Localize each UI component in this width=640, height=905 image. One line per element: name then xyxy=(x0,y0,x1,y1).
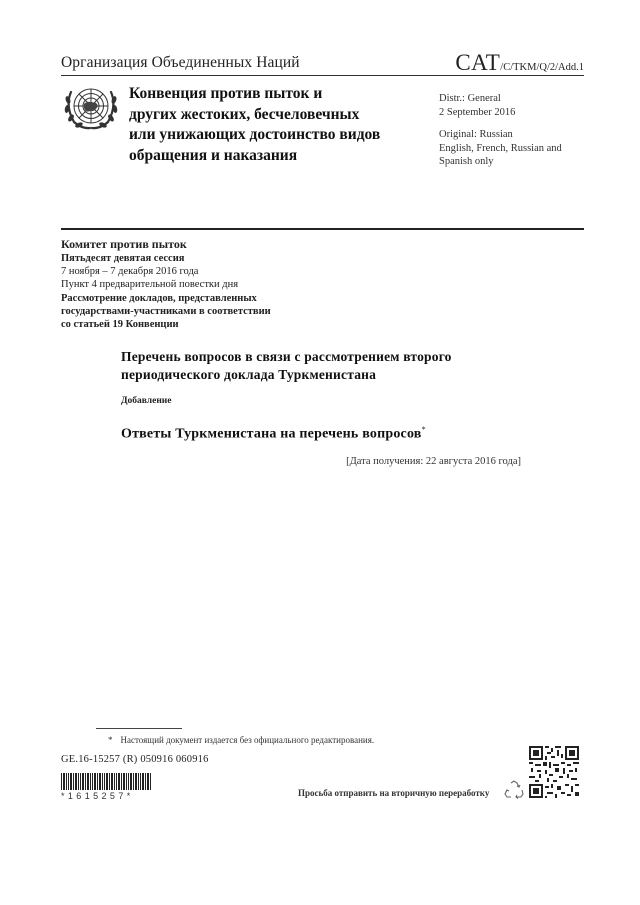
recycle-text: Просьба отправить на вторичную переработку xyxy=(298,788,490,798)
session: Пятьдесят девятая сессия xyxy=(61,253,185,264)
languages-line: English, French, Russian and xyxy=(439,142,562,154)
received-date: [Дата получения: 22 августа 2016 года] xyxy=(346,456,521,467)
symbol-suffix: /C/TKM/Q/2/Add.1 xyxy=(500,62,584,73)
committee-title: Комитет против пыток xyxy=(61,237,187,251)
committee-block xyxy=(61,237,271,331)
footnote xyxy=(108,735,374,745)
addendum-label: Добавление xyxy=(121,396,172,406)
footnote-text: Настоящий документ издается без официального редактирования. xyxy=(120,735,375,745)
footnote-mark: * xyxy=(108,735,113,745)
distr-date: 2 September 2016 xyxy=(439,106,516,118)
convention-title-line: или унижающих достоинство видов xyxy=(129,126,381,143)
barcode-number: *1615257* xyxy=(61,791,134,801)
languages-line: Spanish only xyxy=(439,156,494,167)
un-emblem-icon xyxy=(62,82,120,132)
document-title-line: периодического доклада Туркменистана xyxy=(121,367,377,382)
footnote-rule xyxy=(96,728,182,729)
session-dates: 7 ноября – 7 декабря 2016 года xyxy=(61,266,199,278)
recycle-icon xyxy=(503,780,525,800)
convention-title xyxy=(129,84,380,166)
agenda-item: Пункт 4 предварительной повестки дня xyxy=(61,279,239,291)
agenda-title-line: со статьей 19 Конвенции xyxy=(61,319,179,331)
agenda-title-line: Рассмотрение докладов, представленных xyxy=(61,292,257,304)
document-subtitle xyxy=(121,425,426,443)
section-rule xyxy=(61,228,584,230)
convention-title-line: обращения и наказания xyxy=(129,146,298,164)
organization-name: Организация Объединенных Наций xyxy=(61,54,300,71)
qr-code-icon xyxy=(529,746,579,798)
document-title xyxy=(121,348,452,384)
symbol-main: CAT xyxy=(455,50,501,75)
document-symbol xyxy=(455,50,584,76)
convention-title-line: других жестоких, бесчеловечных xyxy=(129,105,360,123)
footnote-marker[interactable]: * xyxy=(421,425,426,434)
distribution-block xyxy=(439,92,562,169)
header-rule xyxy=(61,75,584,76)
distr-label: Distr.: General xyxy=(439,93,501,104)
document-number: GE.16-15257 (R) 050916 060916 xyxy=(61,754,209,765)
convention-title-line: Конвенция против пыток и xyxy=(129,85,323,102)
original-language: Original: Russian xyxy=(439,129,513,140)
barcode-icon xyxy=(61,773,152,790)
document-title-line: Перечень вопросов в связи с рассмотрением второго xyxy=(121,349,452,364)
subtitle-text: Ответы Туркменистана на перечень вопросов xyxy=(121,426,422,442)
agenda-title-line: государствами-участниками в соответствии xyxy=(61,305,271,317)
